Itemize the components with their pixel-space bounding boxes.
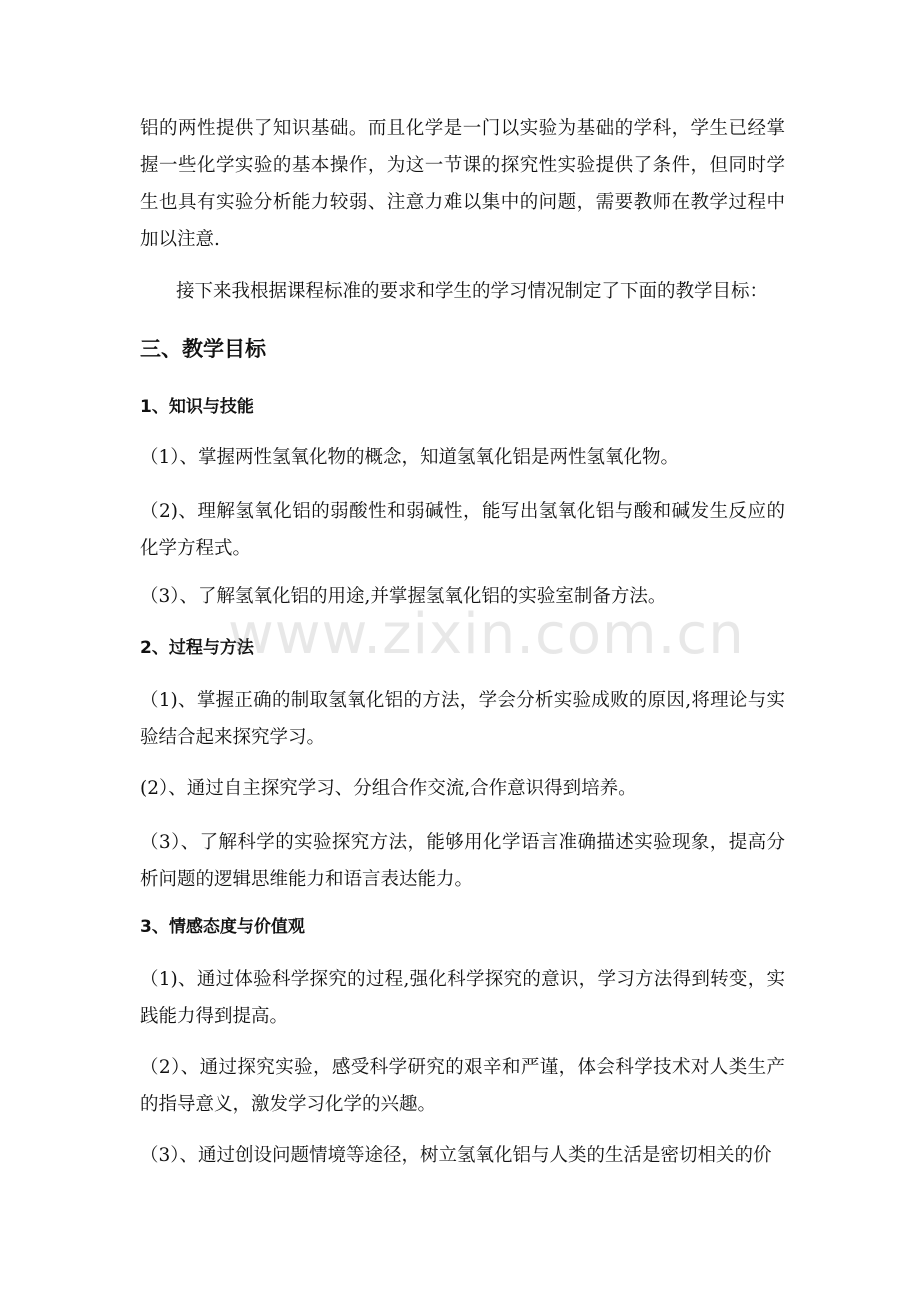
subheading-emotion-values: 3、情感态度与价值观	[140, 917, 305, 937]
list-item: （3）、了解氢氧化铝的用途,并掌握氢氧化铝的实验室制备方法。	[140, 586, 667, 607]
subheading-knowledge-skills: 1、知识与技能	[140, 397, 254, 417]
intro-paragraph: 铝的两性提供了知识基础。而且化学是一门以实验为基础的学科，学生已经掌握一些化学实验的基本操作，为这一节课的探究性实验提供了条件，但同时学生也具有实验分析能力较弱、注意力难以集中的问题，需要教师在教学过程中加以注意.	[140, 118, 785, 250]
list-item: （1）、掌握两性氢氧化物的概念，知道氢氧化铝是两性氢氧化物。	[140, 447, 680, 468]
subheading-process-methods: 2、过程与方法	[140, 638, 254, 658]
list-item: （1)、通过体验科学探究的过程,强化科学探究的意识，学习方法得到转变，实践能力得到提高。	[140, 969, 785, 1027]
list-item: （1)、掌握正确的制取氢氧化铝的方法，学会分析实验成败的原因,将理论与实验结合起来探究学习。	[140, 690, 785, 748]
watermark: www.zixin.com.cn	[228, 602, 745, 667]
list-item: （2)、理解氢氧化铝的弱酸性和弱碱性，能写出氢氧化铝与酸和碱发生反应的化学方程式。	[140, 501, 785, 559]
section-heading: 三、教学目标	[140, 337, 266, 361]
transition-paragraph: 接下来我根据课程标准的要求和学生的学习情况制定了下面的教学目标：	[176, 281, 769, 302]
list-item: (2）、通过自主探究学习、分组合作交流,合作意识得到培养。	[140, 778, 637, 799]
list-item: （3）、通过创设问题情境等途径，树立氢氧化铝与人类的生活是密切相关的价	[140, 1145, 772, 1166]
list-item: （3）、了解科学的实验探究方法，能够用化学语言准确描述实验现象，提高分析问题的逻辑思维能力和语言表达能力。	[140, 832, 785, 890]
list-item: （2）、通过探究实验，感受科学研究的艰辛和严谨，体会科学技术对人类生产的指导意义，激发学习化学的兴趣。	[140, 1057, 785, 1115]
